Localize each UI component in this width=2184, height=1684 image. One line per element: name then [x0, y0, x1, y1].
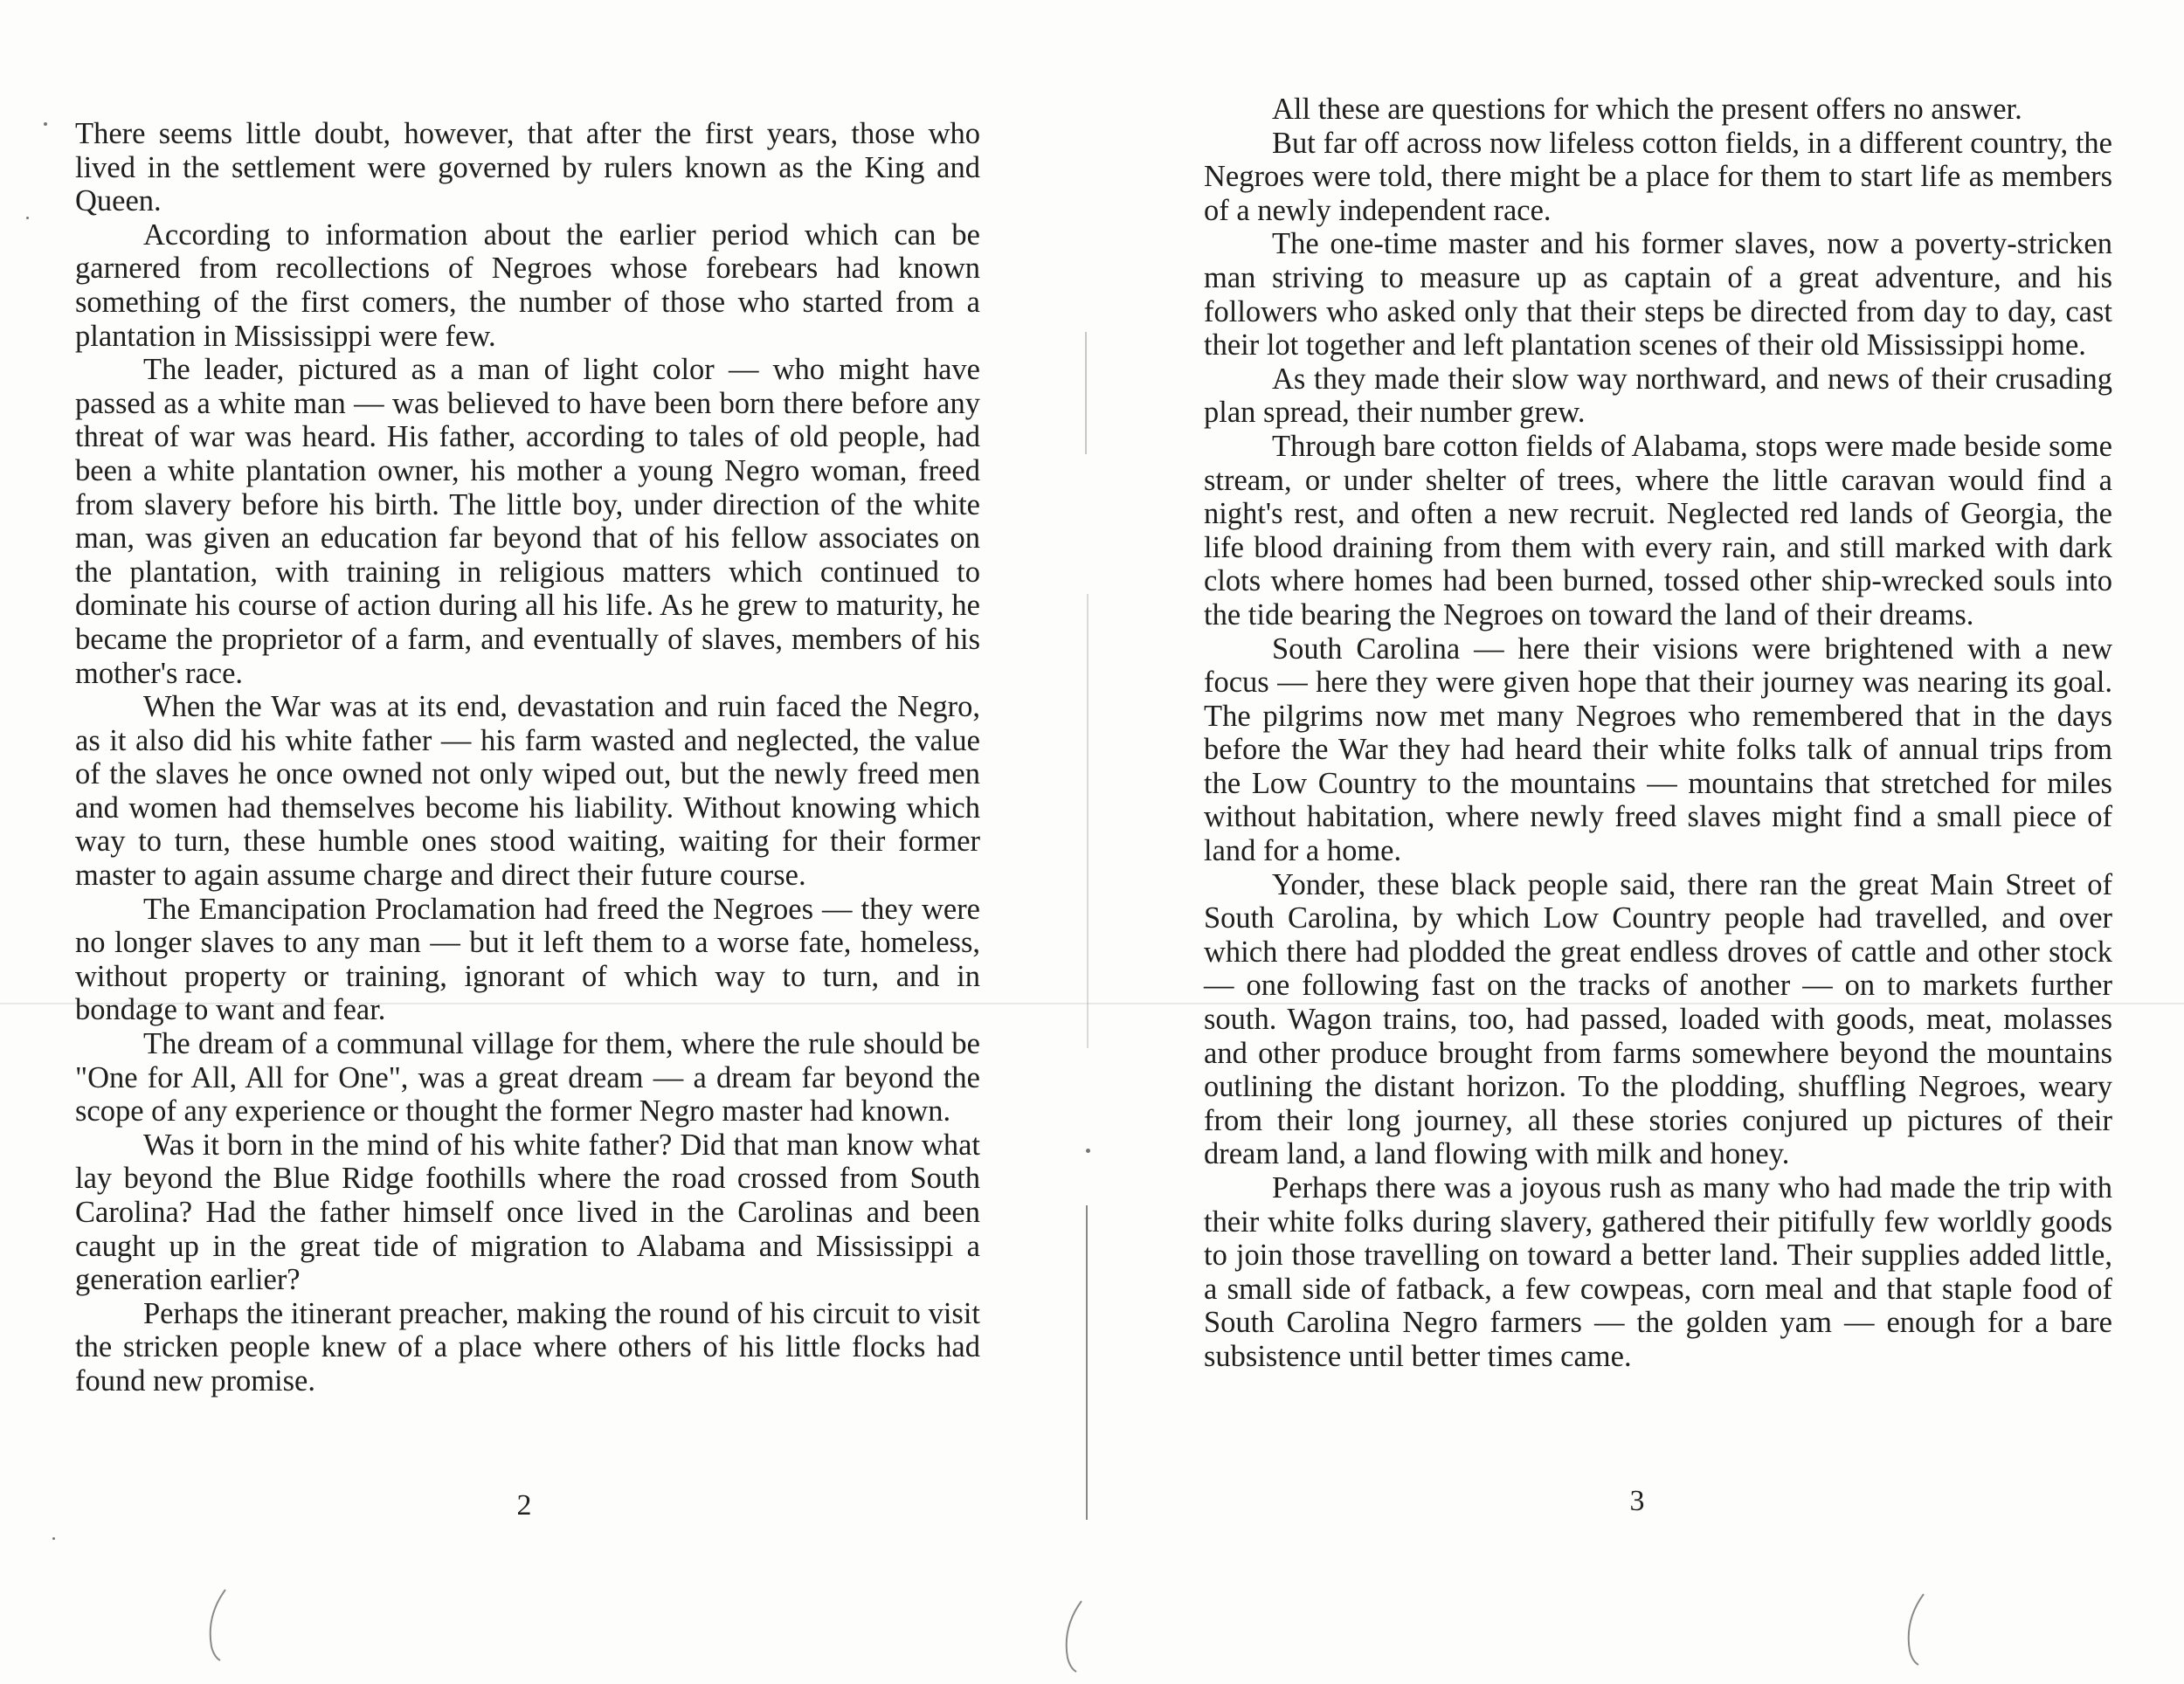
- paragraph: All these are questions for which the present offers no answer.: [1272, 93, 2022, 126]
- binding-mark-icon: [199, 1585, 234, 1664]
- paragraph: Was it born in the mind of his white father? Did that man know what lay beyond the Blue Ridge foothills where the road crossed from South Carolina? Had the father himself once lived in the Carolinas and been caught up in the great tide of migration to Alabama and Mississippi a generation earlier?: [75, 1128, 980, 1297]
- scan-speck: [52, 1537, 55, 1540]
- paragraph: When the War was at its end, devastation and ruin faced the Negro, as it also did his white father — his farm wasted and neglected, the value of the slaves he once owned not only wiped out, but the newly freed men and women had themselves become his liability. Without knowing which way to turn, these humble ones stood waiting, waiting for their former master to again assume charge and direct their future course.: [75, 690, 980, 893]
- scan-speck: [44, 122, 47, 126]
- scan-speck: [1086, 1149, 1090, 1153]
- paragraph: Perhaps there was a joyous rush as many who had made the trip with their white folks during slavery, gathered their pitifully few worldly goods to join those travelling on toward a better land. Their supplies added little, a small side of fatback, a few cowpeas, corn meal and that staple food of South Carolina Negro farmers — the golden yam — enough for a bare subsistence until better times came.: [1204, 1171, 2112, 1373]
- paragraph: The leader, pictured as a man of light color — who might have passed as a white man — was believed to have been born there before any threat of war was heard. His father, according to tales of old people, had been a white plantation owner, his mother a young Negro woman, freed from slavery before his birth. The little boy, under direction of the white man, was given an education far beyond that of his fellow associates on the plantation, with training in religious matters which continued to dominate his course of action during all his life. As he grew to maturity, he became the proprietor of a farm, and eventually of slaves, members of his mother's race.: [75, 353, 980, 690]
- gutter-shadow-line: [1087, 594, 1089, 1048]
- paragraph: The one-time master and his former slaves, now a poverty-stricken man striving to measure up as captain of a great adventure, and his followers who asked only that their steps be directed from day to day, cast their lot together and left plantation scenes of their old Mississippi home.: [1204, 227, 2112, 362]
- paragraph: But far off across now lifeless cotton fields, in a different country, the Negroes were told, there might be a place for them to start life as members of a newly independent race.: [1204, 126, 2112, 227]
- paragraph: Yonder, these black people said, there ran the great Main Street of South Carolina, by which Low Country people had travelled, and over which there had plodded the great endless droves of cattle and other stock — one following fast on the tracks of another — on to markets further south. Wagon trains, too, had passed, loaded with goods, meat, molasses and other produce brought from farms somewhere beyond the mountains outlining the distant horizon. To the plodding, shuffling Negroes, weary from their long journey, all these stories conjured up pictures of their dream land, a land flowing with milk and honey.: [1204, 867, 2112, 1171]
- page-number: 3: [1629, 1485, 1645, 1517]
- paragraph: Perhaps the itinerant preacher, making the round of his circuit to visit the stricken people knew of a place where others of his little flocks had found new promise.: [75, 1296, 980, 1398]
- left-page: [0, 0, 1083, 1684]
- right-page-text: [1204, 93, 2112, 1374]
- left-page-text: [75, 117, 980, 1398]
- binding-mark-icon: [1055, 1597, 1090, 1675]
- scan-speck: [26, 217, 29, 219]
- right-page: [1101, 0, 2184, 1684]
- page-number: 2: [516, 1489, 532, 1522]
- paragraph: Through bare cotton fields of Alabama, stops were made beside some stream, or under shelter of trees, where the little caravan would find a night's rest, and often a new recruit. Neglected red lands of Georgia, the life blood draining from them with every rain, and still marked with dark clots where homes had been burned, tossed other ship-wrecked souls into the tide bearing the Negroes on toward the land of their dreams.: [1204, 429, 2112, 632]
- paragraph: As they made their slow way northward, and news of their crusading plan spread, their number grew.: [1204, 362, 2112, 430]
- gutter-shadow-line: [1086, 1205, 1088, 1520]
- paragraph: According to information about the earlier period which can be garnered from recollections of Negroes whose forebears had known something of the first comers, the number of those who started from a plantation in Mississippi were few.: [75, 217, 980, 353]
- paragraph: There seems little doubt, however, that after the first years, those who lived in the settlement were governed by rulers known as the King and Queen.: [75, 117, 980, 218]
- paragraph: The Emancipation Proclamation had freed the Negroes — they were no longer slaves to any man — but it left them to a worse fate, homeless, without property or training, ignorant of which way to turn, and in bondage to want and fear.: [75, 892, 980, 1027]
- paragraph: South Carolina — here their visions were brightened with a new focus — here they were given hope that their journey was nearing its goal. The pilgrims now met many Negroes who remembered that in the days before the War they had heard their white folks talk of annual trips from the Low Country to the mountains — mountains that stretched for miles without habitation, where newly freed slaves might find a small piece of land for a home.: [1204, 632, 2112, 868]
- paragraph: The dream of a communal village for them, where the rule should be "One for All, All for One", was a great dream — a dream far beyond the scope of any experience or thought the former Negro master had known.: [75, 1027, 980, 1128]
- gutter-shadow-line: [1085, 332, 1087, 454]
